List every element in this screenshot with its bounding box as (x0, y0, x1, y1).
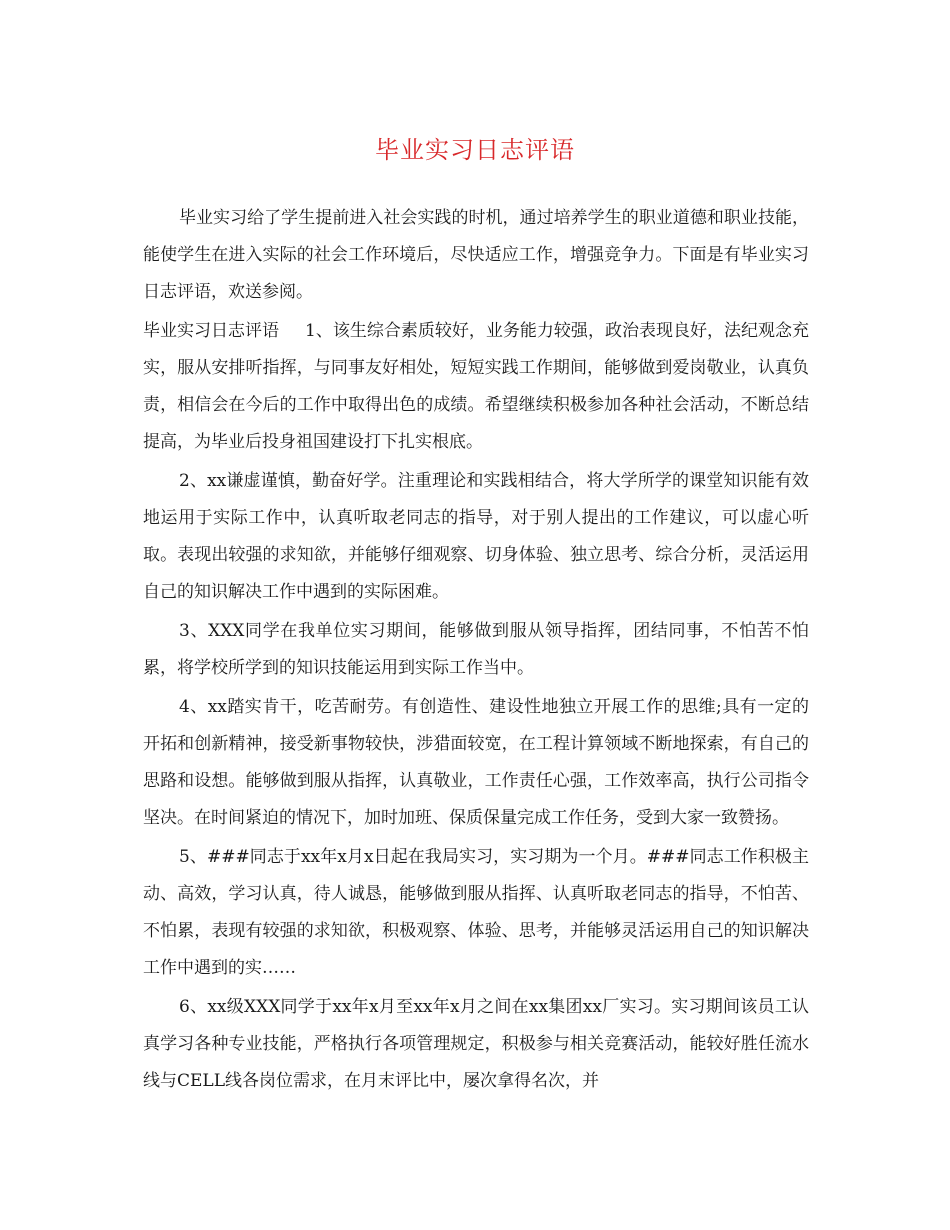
document-body (143, 200, 809, 1102)
intro-paragraph: 毕业实习给了学生提前进入社会实践的时机，通过培养学生的职业道德和职业技能，能使学生在进入实际的社会工作环境后，尽快适应工作，增强竞争力。下面是有毕业实习日志评语，欢送参阅。 (143, 208, 809, 302)
comment-item-1: 1、该生综合素质较好，业务能力较强，政治表现良好，法纪观念充实，服从安排听指挥，与同事友好相处，短短实践工作期间，能够做到爱岗敬业，认真负责，相信会在今后的工作中取得出色的成绩。希望继续积极参加各种社会活动，不断总结提高，为毕业后投身祖国建设打下扎实根底。 (143, 321, 809, 452)
comment-item-6: 6、xx级XXX同学于xx年x月至xx年x月之间在xx集团xx厂实习。实习期间该员工认真学习各种专业技能，严格执行各项管理规定，积极参与相关竞赛活动，能较好胜任流水线与CELL线各岗位需求，在月末评比中，屡次拿得名次，并 (143, 997, 809, 1091)
page-title: 毕业实习日志评语 (375, 136, 575, 164)
comment-item-3: 3、XXX同学在我单位实习期间，能够做到服从领导指挥，团结同事，不怕苦不怕累，将学校所学到的知识技能运用到实际工作当中。 (143, 621, 809, 678)
section-heading: 毕业实习日志评语 (143, 321, 280, 341)
section-paragraph-1 (143, 313, 809, 461)
comment-item-4: 4、xx踏实肯干，吃苦耐劳。有创造性、建设性地独立开展工作的思维;具有一定的开拓和创新精神，接受新事物较快，涉猎面较宽，在工程计算领域不断地探索，有自己的思路和设想。能够做到服从指挥，认真敬业，工作责任心强，工作效率高，执行公司指令坚决。在时间紧迫的情况下，加时加班、保质保量完成工作任务，受到大家一致赞扬。 (143, 697, 809, 828)
comment-item-2: 2、xx谦虚谨慎，勤奋好学。注重理论和实践相结合，将大学所学的课堂知识能有效地运用于实际工作中，认真听取老同志的指导，对于别人提出的工作建议，可以虚心听取。表现出较强的求知欲，并能够仔细观察、切身体验、独立思考、综合分析，灵活运用自己的知识解决工作中遇到的实际困难。 (143, 471, 809, 602)
comment-item-5: 5、###同志于xx年x月x日起在我局实习，实习期为一个月。###同志工作积极主动、高效，学习认真，待人诚恳，能够做到服从指挥、认真听取老同志的指导，不怕苦、不怕累，表现有较强的求知欲，积极观察、体验、思考，并能够灵活运用自己的知识解决工作中遇到的实…… (143, 847, 809, 978)
